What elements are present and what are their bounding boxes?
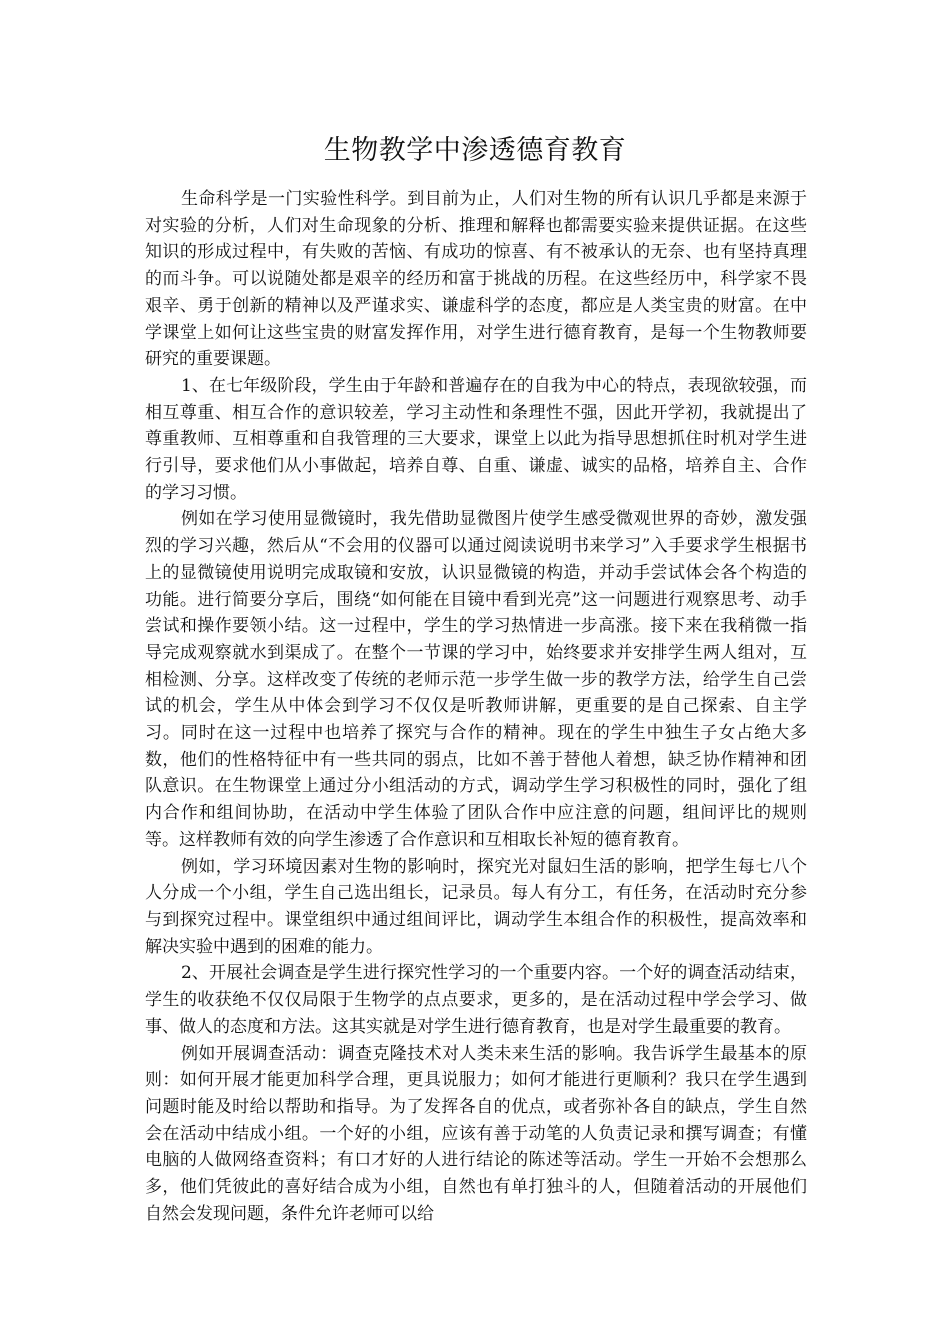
paragraph-environment-example: 例如，学习环境因素对生物的影响时，探究光对鼠妇生活的影响，把学生每七八个人分成一个小组，学生自己选出组长，记录员。每人有分工，有任务，在活动时充分参与到探究过程中。课堂组织中通过组间评比，调动学生本组合作的积极性，提高效率和解决实验中遇到的困难的能力。 — [145, 856, 807, 957]
paragraph-survey-example: 例如开展调查活动：调查克隆技术对人类未来生活的影响。我告诉学生最基本的原则：如何开展才能更加科学合理，更具说服力；如何才能进行更顺利？我只在学生遇到问题时能及时给以帮助和指导。为了发挥各自的优点，或者弥补各自的缺点，学生自然会在活动中结成小组。一个好的小组，应该有善于动笔的人负责记录和撰写调查；有懂电脑的人做网络查资料；有口才好的人进行结论的陈述等活动。学生一开始不会想那么多，他们凭彼此的喜好结合成为小组，自然也有单打独斗的人，但随着活动的开展他们自然会发现问题，条件允许老师可以给 — [145, 1043, 807, 1224]
paragraph-point-2: 2、开展社会调查是学生进行探究性学习的一个重要内容。一个好的调查活动结束，学生的收获绝不仅仅局限于生物学的点点要求，更多的，是在活动过程中学会学习、做事、做人的态度和方法。这其实就是对学生进行德育教育，也是对学生最重要的教育。 — [145, 963, 807, 1037]
paragraph-point-1: 1、在七年级阶段，学生由于年龄和普遍存在的自我为中心的特点，表现欲较强，而相互尊重、相互合作的意识较差，学习主动性和条理性不强，因此开学初，我就提出了尊重教师、互相尊重和自我管理的三大要求，课堂上以此为指导思想抓住时机对学生进行引导，要求他们从小事做起，培养自尊、自重、谦虚、诚实的品格，培养自主、合作的学习习惯。 — [145, 375, 807, 503]
document-body — [145, 186, 807, 1227]
document-title: 生物教学中渗透德育教育 — [323, 135, 627, 166]
paragraph-microscope-example: 例如在学习使用显微镜时，我先借助显微图片使学生感受微观世界的奇妙，激发强烈的学习兴趣，然后从“不会用的仪器可以通过阅读说明书来学习”入手要求学生根据书上的显微镜使用说明完成取镜和安放，认识显微镜的构造，并动手尝试体会各个构造的功能。进行简要分享后，围绕“如何能在目镜中看到光亮”这一问题进行观察思考、动手尝试和操作要领小结。这一过程中，学生的学习热情进一步高涨。接下来在我稍微一指导完成观察就水到渠成了。在整个一节课的学习中，始终要求并安排学生两人组对，互相检测、分享。这样改变了传统的老师示范一步学生做一步的教学方法，给学生自己尝试的机会，学生从中体会到学习不仅仅是听教师讲解，更重要的是自己探索、自主学习。同时在这一过程中也培养了探究与合作的精神。现在的学生中独生子女占绝大多数，他们的性格特征中有一些共同的弱点，比如不善于替他人着想，缺乏协作精神和团队意识。在生物课堂上通过分小组活动的方式，调动学生学习积极性的同时，强化了组内合作和组间协助，在活动中学生体验了团队合作中应注意的问题，组间评比的规则等。这样教师有效的向学生渗透了合作意识和互相取长补短的德育教育。 — [145, 509, 807, 850]
paragraph-intro: 生命科学是一门实验性科学。到目前为止，人们对生物的所有认识几乎都是来源于对实验的分析，人们对生命现象的分析、推理和解释也都需要实验来提供证据。在这些知识的形成过程中，有失败的苦恼、有成功的惊喜、有不被承认的无奈、也有坚持真理的而斗争。可以说随处都是艰辛的经历和富于挑战的历程。在这些经历中，科学家不畏艰辛、勇于创新的精神以及严谨求实、谦虚科学的态度，都应是人类宝贵的财富。在中学课堂上如何让这些宝贵的财富发挥作用，对学生进行德育教育，是每一个生物教师要研究的重要课题。 — [145, 189, 807, 370]
